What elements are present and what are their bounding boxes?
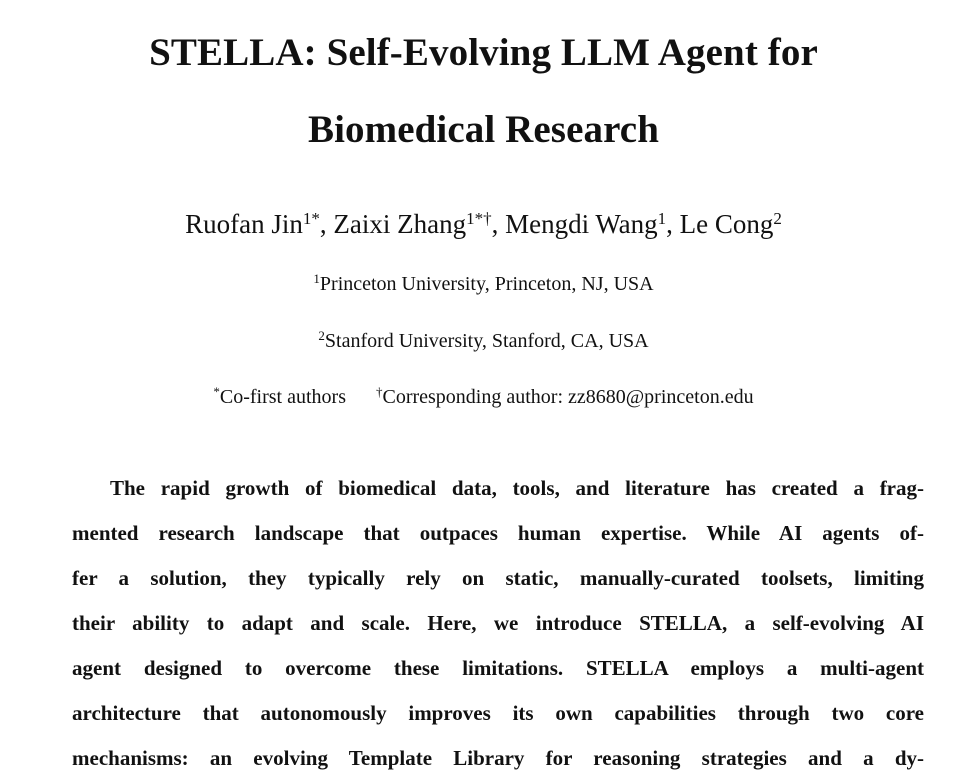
affiliation-mark: 2 xyxy=(318,328,325,343)
author-name: Ruofan Jin xyxy=(185,209,303,239)
author-name: Le Cong xyxy=(679,209,774,239)
paper-title-line-1: STELLA: Self-Evolving LLM Agent for xyxy=(149,31,818,74)
abstract-line: The rapid growth of biomedical data, tools, and literature has created a frag- xyxy=(110,476,924,500)
affiliation-text: Princeton University, Princeton, NJ, USA xyxy=(319,273,654,295)
corresponding-note: Corresponding author: zz8680@princeton.edu xyxy=(382,386,754,408)
affiliation-mark: 1 xyxy=(313,271,320,286)
cofirst-note: Co-first authors xyxy=(219,386,346,408)
author-name: Mengdi Wang xyxy=(505,209,658,239)
author-name: Zaixi Zhang xyxy=(333,209,467,239)
abstract-line: agent designed to overcome these limitations. STELLA employs a multi-agent xyxy=(72,656,924,680)
corresponding-mark: † xyxy=(375,384,383,399)
paper-title-line-2: Biomedical Research xyxy=(307,108,660,151)
author-notes xyxy=(0,385,967,409)
abstract-line: mented research landscape that outpaces human expertise. While AI agents of- xyxy=(72,521,924,545)
affiliation xyxy=(0,272,967,296)
abstract-line: architecture that autonomously improves its own capabilities through two core xyxy=(72,701,924,725)
author-marks: 1* xyxy=(302,209,320,228)
abstract-line: their ability to adapt and scale. Here, we introduce STELLA, a self-evolving AI xyxy=(72,611,924,635)
abstract-line: mechanisms: an evolving Template Library for reasoning strategies and a dy- xyxy=(72,746,924,770)
author-list: Ruofan Jin$^{1*}$, Zaixi Zhang$^{1*\dagger}$, Mengdi Wang$^1$, Le Cong$^2$ xyxy=(185,209,782,239)
cofirst-mark: * xyxy=(213,384,220,399)
author-marks: 2 xyxy=(773,209,782,228)
author-marks: 1 xyxy=(657,209,667,228)
abstract-line: fer a solution, they typically rely on static, manually-curated toolsets, limiting xyxy=(72,566,924,590)
affiliation xyxy=(0,329,967,353)
affiliation-text: Stanford University, Stanford, CA, USA xyxy=(324,330,649,352)
abstract xyxy=(72,466,924,781)
author-marks: 1*† xyxy=(466,209,492,228)
